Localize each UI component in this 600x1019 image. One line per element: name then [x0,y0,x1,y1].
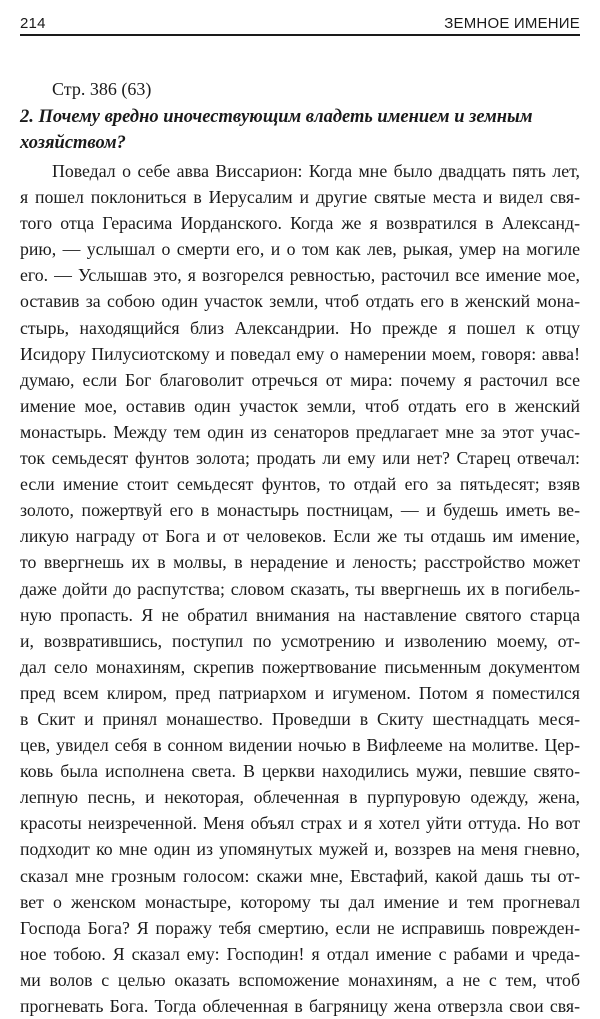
text-line: если имение стоит семьдесят фунтов, то отдай его за пятьдесят; взяв [20,474,580,495]
text-line: думаю, если Бог благоволит отречься от мира: почему я расточил все [20,369,580,390]
text-line: подходит ко мне один из упомянутых мужей и, воззрев на меня гневно, [20,839,580,860]
text-line: ми волов с целью оказать вспоможение монахиням, а не с тем, чтоб [20,969,580,990]
text-line: прогневать Бога. Тогда облеченная в багряницу жена отверзла свои свя- [20,996,580,1016]
text-line: вет о женском монастыре, которому ты дал имение и тем прогневал [20,891,580,912]
text-line: то ввергнешь их в молвы, в нерадение и леность; расстройство может [20,552,580,573]
text-line: ток семьдесят фунтов золота; продать ли ему или нет? Старец отвечал: [20,448,580,469]
page-number: 214 [20,15,46,32]
text-line: сказал мне грозным голосом: скажи мне, Евстафий, какой дашь ты от- [20,865,580,886]
text-line: ную пропасть. Я не обратил внимания на наставление святого старца [20,604,580,625]
text-line: и, возвратившись, поступил по усмотрению и изволению моему, от- [20,630,580,651]
text-line: того отца Герасима Иорданского. Когда же я возвратился в Александ- [20,213,580,234]
text-line: золото, пожертвуй его в монастырь постницам, — и будешь иметь ве- [20,500,580,521]
text-line: Поведал о себе авва Виссарион: Когда мне было двадцать пять лет, [52,161,580,181]
source-reference: Стр. 386 (63) [52,79,152,99]
text-line: монастырь. Между тем один из сенаторов предлагает мне за этот учас- [20,421,580,442]
text-line: я пошел поклониться в Иерусалим и другие святые места и видел свя- [20,187,580,208]
text-line: красоты неизреченной. Меня объял страх и я хотел уйти оттуда. Но вот [20,813,580,834]
text-line: ликую награду от Бога и от человеков. Если же ты отдашь им имение, [20,526,580,547]
text-line: его. — Услышав это, я возгорелся ревностью, расточил все имение мое, [20,265,580,286]
text-line: имение мое, оставив один участок земли, чтоб отдать его в женский [20,395,580,416]
text-line: лепную песнь, и некоторая, облеченная в пурпуровую одежду, жена, [20,787,580,808]
text-line: в Скит и принял монашество. Проведши в Скиту шестнадцать меся- [20,708,580,729]
text-line: дал село монахиням, скрепив пожертвование письменным документом [20,656,580,677]
text-line: пред всем клиром, пред патриархом и игуменом. Потом я поместился [20,682,580,703]
book-page [20,8,580,1019]
text-line: Исидору Пилусиотскому и поведал ему о намерении моем, говоря: авва! [20,343,580,364]
running-header [20,8,580,36]
text-line: ное тобою. Я сказал ему: Господин! я отдал имение с рабами и чреда- [20,943,580,964]
section-heading: 2. Почему вредно иночествующим владеть имением и земным хозяйством? [20,107,533,153]
text-line: Господа Бога? Я поражу тебя смертию, если не исправишь поврежден- [20,917,580,938]
running-title: ЗЕМНОЕ ИМЕНИЕ [444,15,580,32]
body-paragraph [20,158,580,1019]
text-line: стырь, находящийся близ Александрии. Но прежде я пошел к отцу [20,317,580,338]
text-line: оставив за собою один участок земли, чтоб отдать его в женский мона- [20,291,580,312]
text-line: рию, — услышал о смерти его, и о том как лев, рыкая, умер на могиле [20,239,580,260]
text-line: цев, увидел себя в сонном видении ночью в Вифлееме на молитве. Цер- [20,735,580,756]
text-line: ковь была исполнена света. В церкви находились мужи, певшие свято- [20,761,580,782]
text-line: даже дойти до распутства; словом сказать, ты ввергнешь их в погибель- [20,578,580,599]
